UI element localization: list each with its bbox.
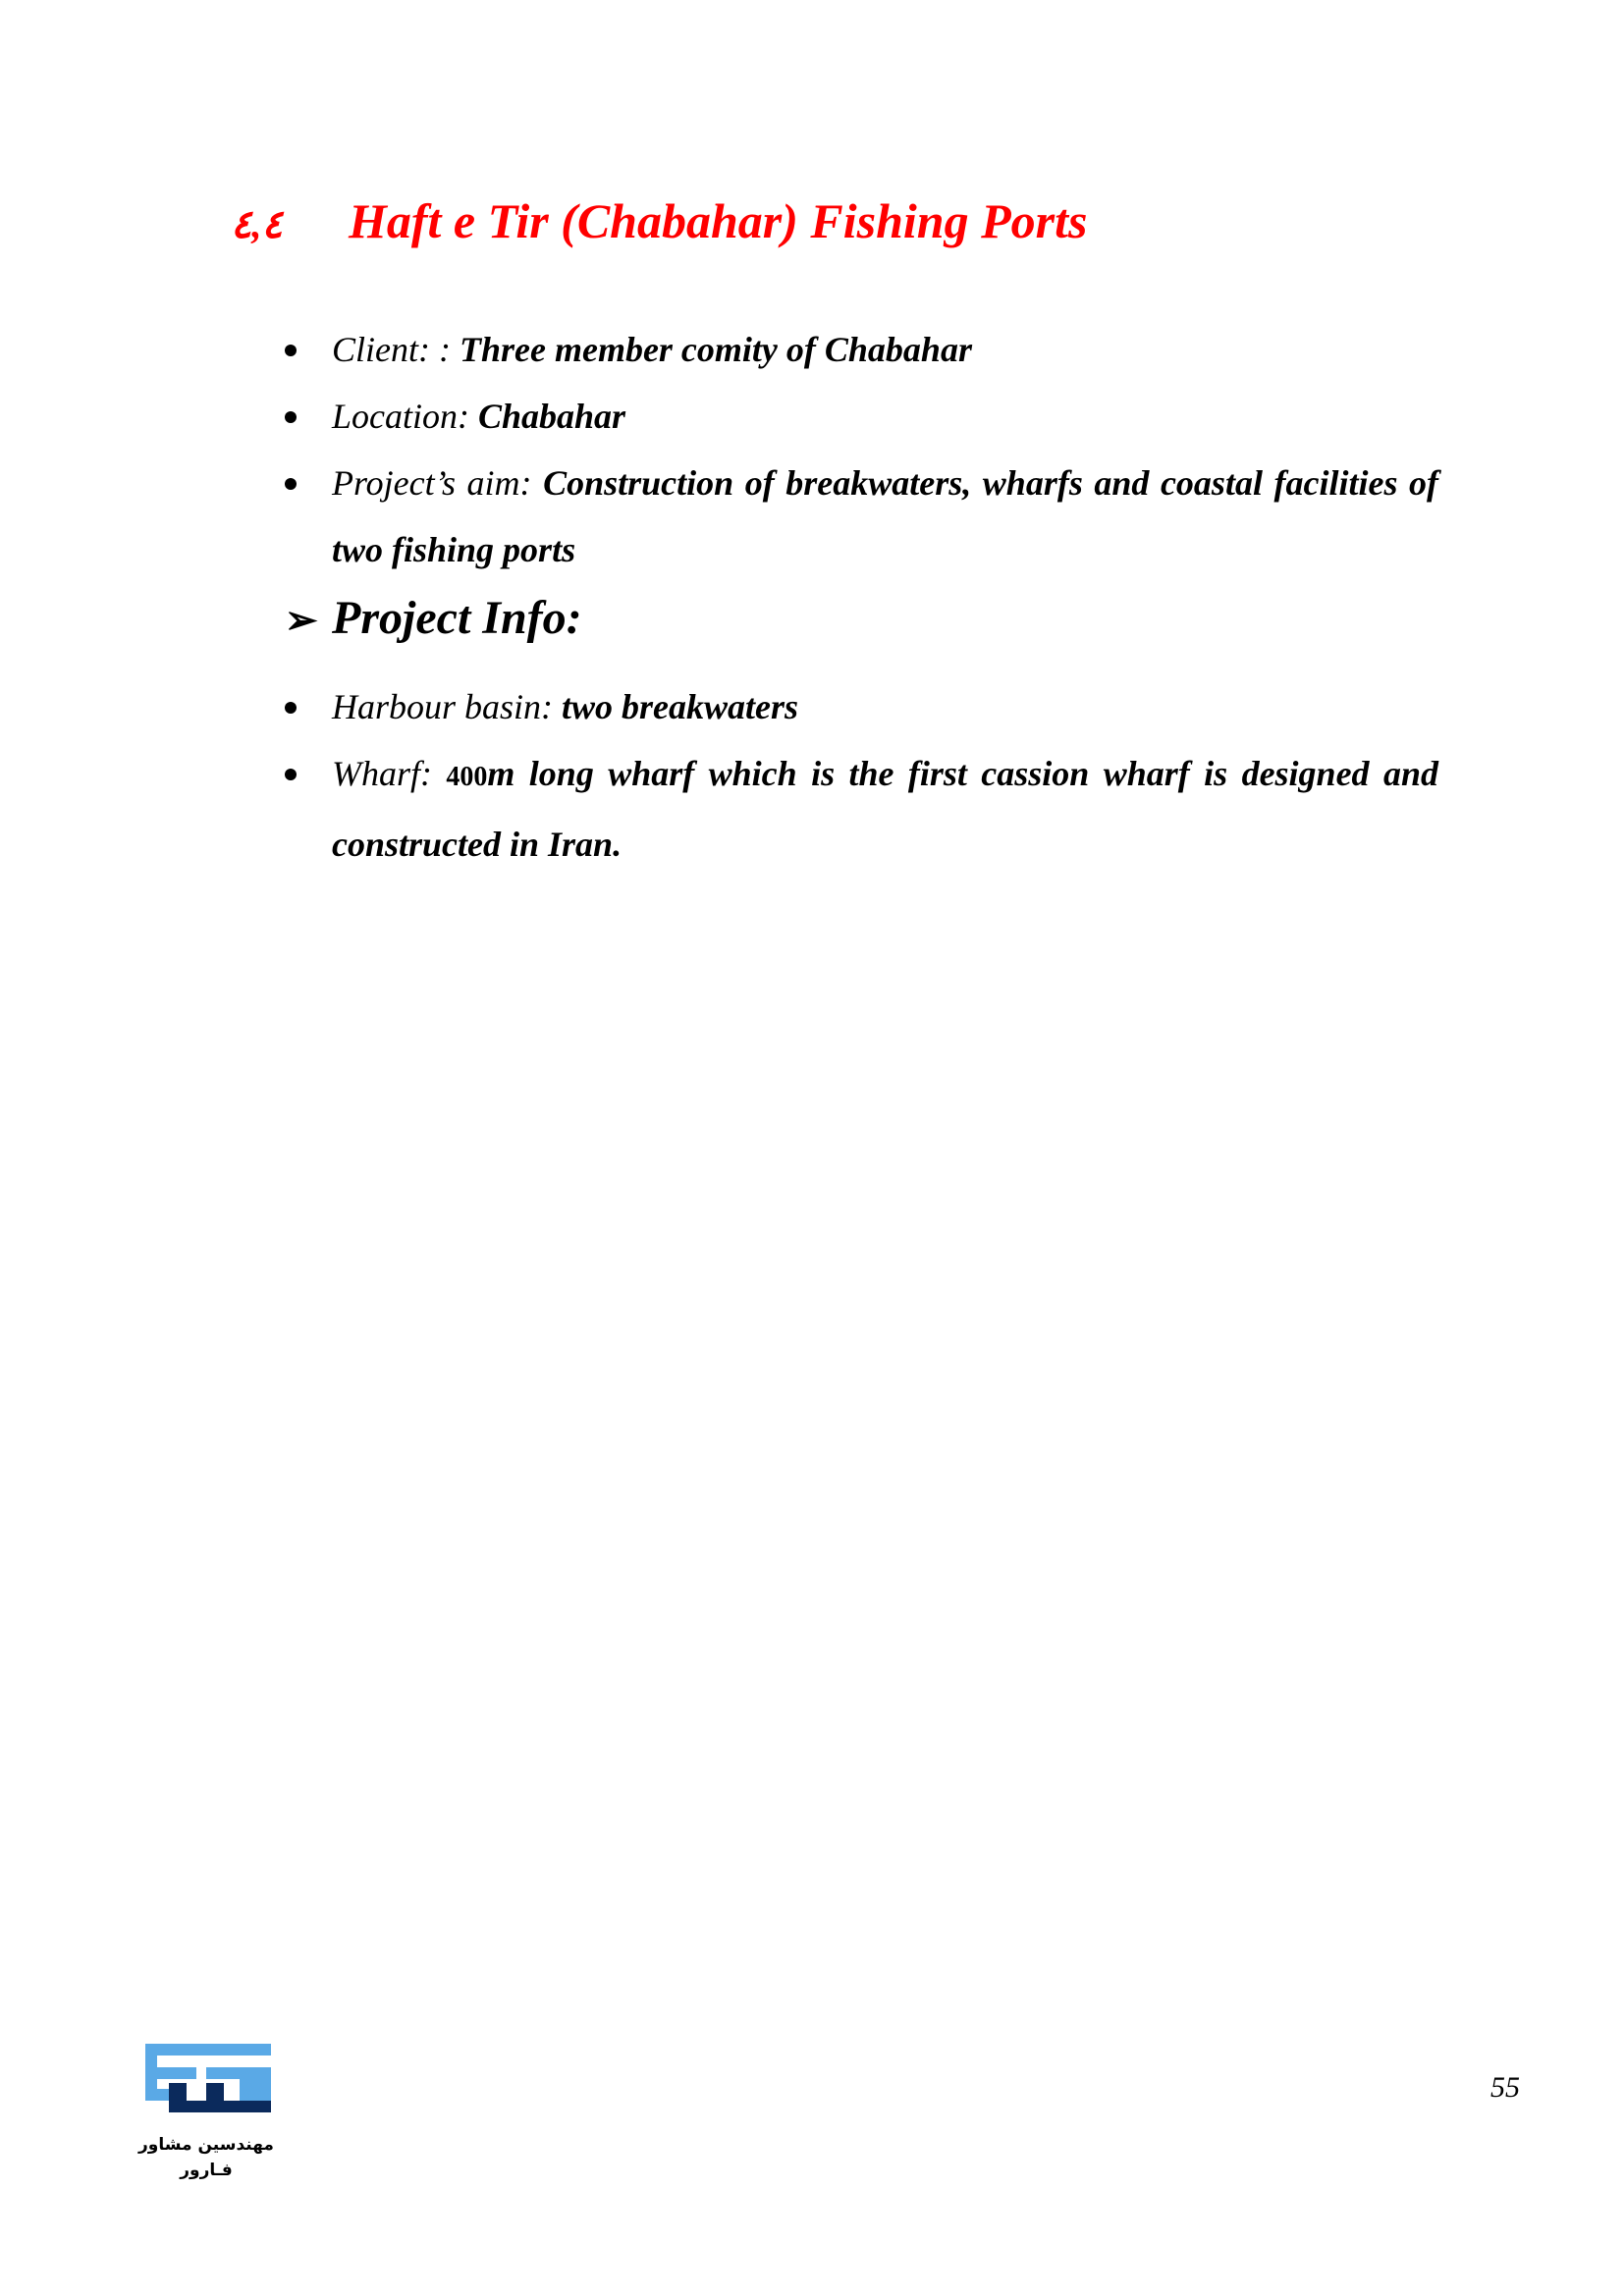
- project-details-list: [285, 316, 1438, 583]
- client-label: Client: :: [332, 330, 460, 369]
- bullet-icon: [285, 411, 297, 423]
- logo-dark-left: [169, 2083, 187, 2112]
- bullet-icon: [285, 769, 297, 780]
- wharf-value: m long wharf which is the first cassion wharf is designed and constructed in Iran.: [332, 754, 1438, 864]
- location-value: Chabahar: [478, 397, 626, 436]
- list-item-wharf: [285, 740, 1438, 878]
- project-info-title: Project Info:: [332, 592, 582, 644]
- list-item-location: [285, 383, 1438, 450]
- wharf-length: 400: [446, 762, 488, 792]
- logo-top-bar: [145, 2044, 271, 2056]
- location-label: Location:: [332, 397, 478, 436]
- project-info-list: [285, 673, 1438, 878]
- list-item-harbour: [285, 673, 1438, 740]
- bullet-icon: [285, 702, 297, 714]
- section-number: ٤,٤: [231, 202, 283, 246]
- aim-value: Construction of breakwaters, wharfs and coastal facilities of two fishing ports: [332, 463, 1438, 569]
- list-item-aim: [285, 450, 1438, 583]
- arrow-bullet-icon: ➢: [285, 598, 318, 642]
- bullet-icon: [285, 478, 297, 490]
- client-value: Three member comity of Chabahar: [459, 330, 972, 369]
- logo-text: [137, 2132, 275, 2183]
- bullet-icon: [285, 345, 297, 356]
- page-number: 55: [1490, 2071, 1520, 2104]
- section-title: Haft e Tir (Chabahar) Fishing Ports: [349, 193, 1088, 248]
- logo-line2: فـارور: [180, 2161, 233, 2180]
- project-info-heading: [285, 591, 582, 645]
- section-heading: [231, 192, 1087, 249]
- logo-line1: مهندسین مشاور: [138, 2135, 274, 2155]
- logo-dark-mid: [206, 2083, 224, 2112]
- harbour-label: Harbour basin:: [332, 687, 563, 726]
- harbour-value: two breakwaters: [562, 687, 799, 726]
- logo-mid-bar: [145, 2067, 196, 2079]
- wharf-label: Wharf:: [332, 754, 447, 793]
- aim-label: Project’s aim:: [332, 463, 544, 503]
- list-item-client: [285, 316, 1438, 383]
